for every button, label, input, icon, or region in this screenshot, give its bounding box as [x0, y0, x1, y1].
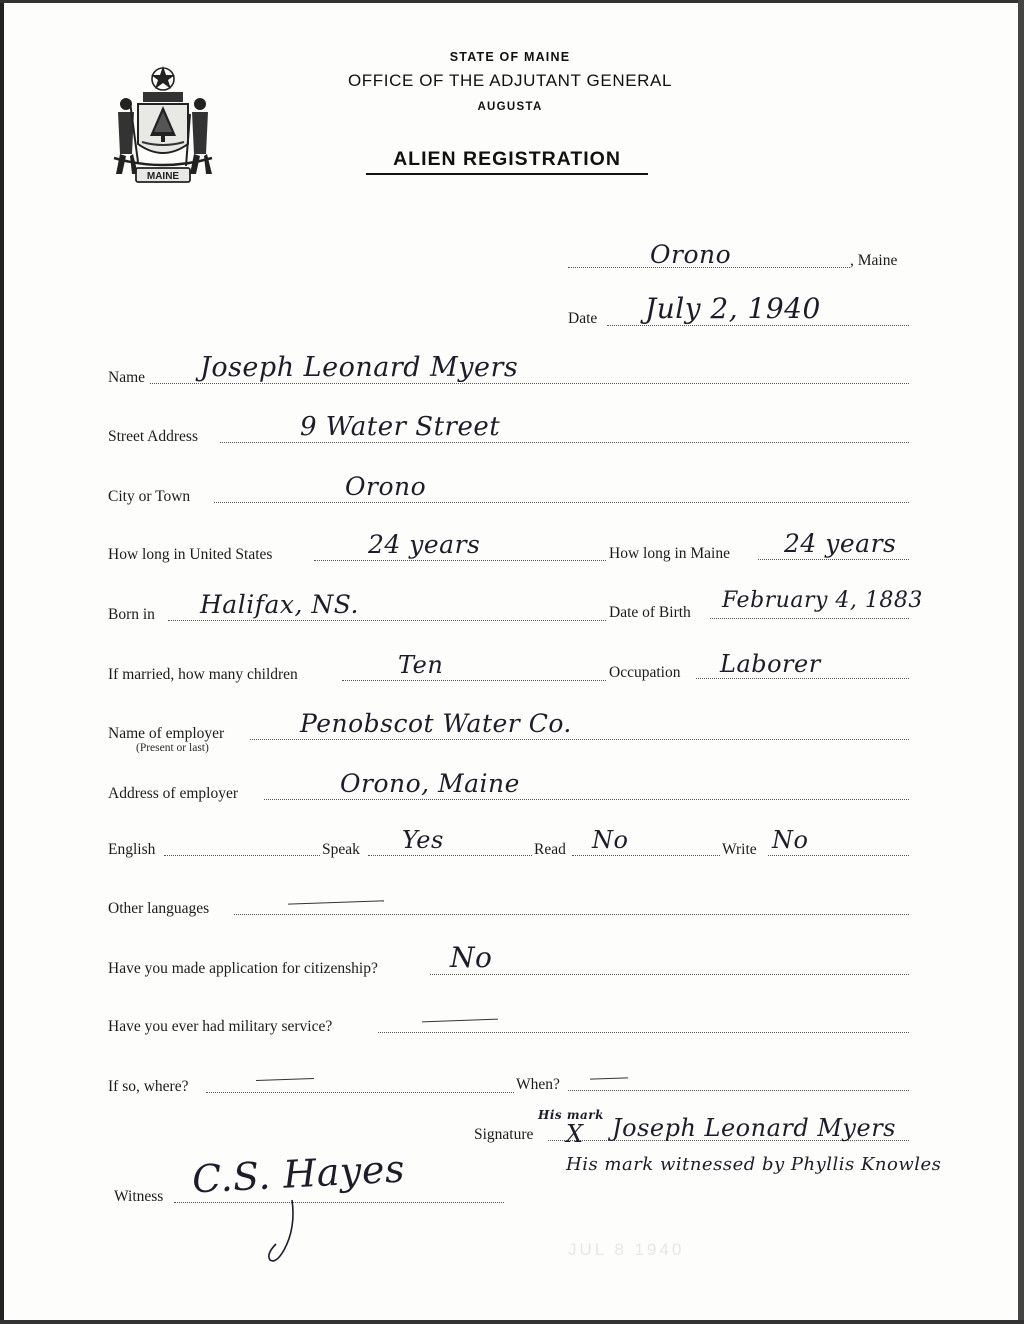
dob-value: February 4, 1883: [722, 588, 923, 613]
date-line: [607, 325, 909, 326]
other-languages-dash: [288, 900, 384, 904]
speak-line: [368, 855, 532, 856]
receipt-stamp: JUL 8 1940: [568, 1240, 685, 1259]
city-label: City or Town: [108, 488, 191, 505]
write-value: No: [772, 826, 809, 854]
citizenship-line: [430, 974, 909, 975]
employer-label: Name of employer: [108, 725, 225, 742]
where-label: If so, where?: [108, 1078, 189, 1095]
date-label: Date: [568, 310, 598, 327]
children-line: [342, 680, 606, 681]
seal-banner-text: MAINE: [146, 171, 180, 182]
signature-mark-note: His mark: [538, 1108, 604, 1122]
when-dash: [590, 1077, 628, 1079]
employer-sublabel: (Present or last): [136, 742, 209, 754]
born-line: [168, 620, 606, 621]
employer-line: [250, 739, 909, 740]
name-value: Joseph Leonard Myers: [200, 352, 519, 383]
dob-label: Date of Birth: [609, 604, 691, 621]
where-line: [206, 1092, 514, 1093]
military-line: [378, 1032, 909, 1033]
scan-edge-left: [0, 0, 4, 1324]
us-time-line: [314, 560, 606, 561]
read-label: Read: [534, 841, 566, 858]
when-label: When?: [516, 1076, 560, 1093]
children-value: Ten: [398, 651, 444, 679]
other-languages-line: [234, 914, 909, 915]
name-line: [150, 383, 909, 384]
signature-label: Signature: [474, 1126, 534, 1143]
when-line: [568, 1090, 909, 1091]
write-label: Write: [722, 841, 757, 858]
city-line: [214, 502, 909, 503]
english-line: [164, 855, 320, 856]
scan-edge-bottom: [0, 1320, 1024, 1324]
maine-time-value: 24 years: [784, 529, 897, 558]
employer-address-line: [264, 799, 909, 800]
citizenship-value: No: [450, 941, 493, 974]
header-office: OFFICE OF THE ADJUTANT GENERAL: [347, 71, 673, 90]
street-line: [220, 442, 909, 443]
street-value: 9 Water Street: [300, 412, 501, 442]
occupation-value: Laborer: [720, 650, 821, 678]
witness-line: [174, 1202, 504, 1203]
witness-value: C.S. Hayes: [190, 1146, 406, 1202]
military-dash: [422, 1019, 498, 1023]
us-time-value: 24 years: [368, 530, 481, 559]
employer-value: Penobscot Water Co.: [300, 709, 572, 738]
signature-value: Joseph Leonard Myers: [612, 1114, 896, 1142]
maine-time-line: [758, 559, 909, 560]
write-line: [768, 855, 909, 856]
maine-state-seal-icon: [108, 62, 218, 187]
street-label: Street Address: [108, 428, 198, 445]
signature-mark: X: [566, 1120, 584, 1148]
witness-signature-flourish: [262, 1198, 302, 1266]
born-value: Halifax, NS.: [200, 590, 359, 619]
header-city: AUGUSTA: [477, 101, 543, 113]
employer-address-value: Orono, Maine: [340, 769, 520, 798]
citizenship-label: Have you made application for citizenship?: [108, 960, 378, 977]
children-label: If married, how many children: [108, 666, 298, 683]
us-time-label: How long in United States: [108, 546, 273, 563]
other-languages-label: Other languages: [108, 900, 210, 917]
speak-value: Yes: [402, 826, 444, 854]
header-state: STATE OF MAINE: [449, 50, 571, 64]
english-label: English: [108, 841, 156, 858]
where-dash: [256, 1078, 314, 1081]
born-label: Born in: [108, 606, 155, 623]
place-suffix: , Maine: [850, 252, 898, 269]
read-line: [572, 855, 720, 856]
employer-address-label: Address of employer: [108, 785, 238, 802]
dob-line: [710, 618, 909, 619]
scan-edge-top: [0, 0, 1024, 3]
read-value: No: [592, 826, 629, 854]
name-label: Name: [108, 369, 146, 386]
scan-edge-right: [1018, 0, 1024, 1324]
speak-label: Speak: [322, 841, 360, 858]
occupation-label: Occupation: [609, 664, 681, 681]
city-value: Orono: [345, 472, 427, 501]
witness-label: Witness: [114, 1188, 164, 1205]
signature-witness-note: His mark witnessed by Phyllis Knowles: [566, 1154, 942, 1175]
maine-time-label: How long in Maine: [609, 545, 730, 562]
occupation-line: [696, 678, 909, 679]
place-value: Orono: [650, 240, 732, 269]
form-title: ALIEN REGISTRATION: [366, 148, 648, 175]
date-value: July 2, 1940: [645, 292, 821, 325]
military-label: Have you ever had military service?: [108, 1018, 333, 1035]
